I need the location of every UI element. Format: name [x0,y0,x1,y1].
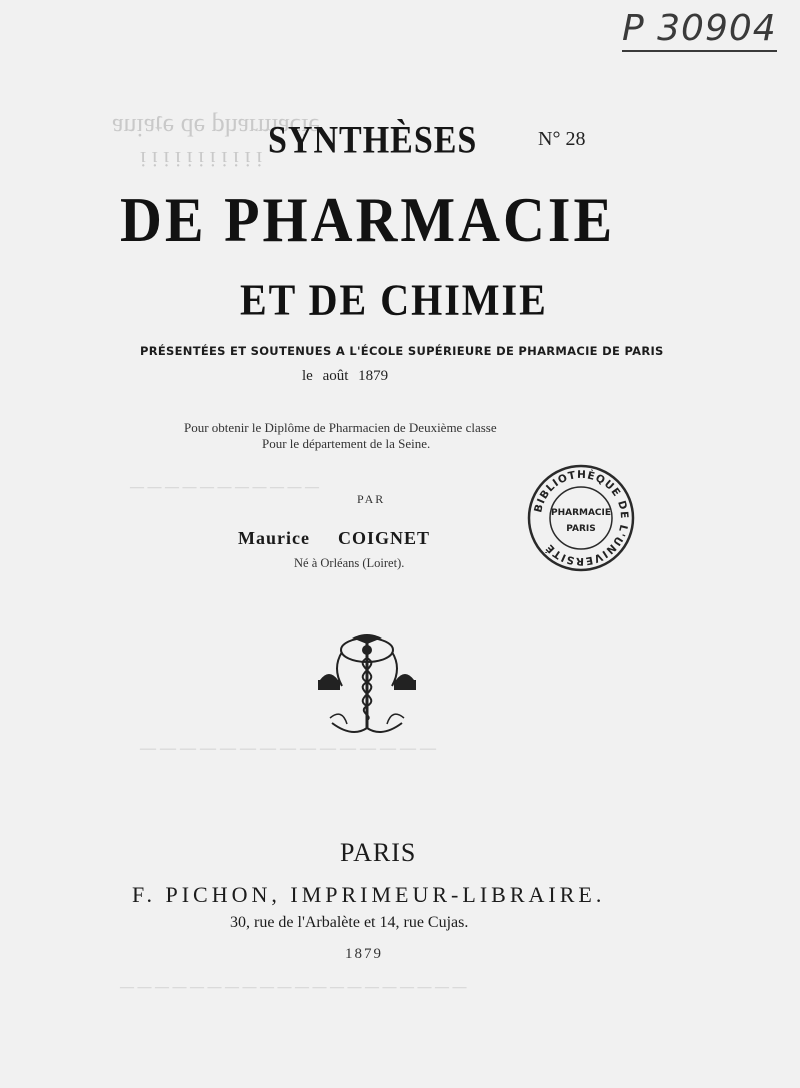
library-stamp-icon [526,463,636,573]
by-label: PAR [357,492,386,506]
stamp-line-2: PARIS [566,524,596,534]
imprint-year: 1879 [345,946,383,962]
bleed-through-text: — — — — — — — — — — — [130,480,319,495]
stamp-line-1: PHARMACIE [550,508,612,518]
imprint-address: 30, rue de l'Arbalète et 14, rue Cujas. [230,914,469,931]
stamp-ring-text: BIBLIOTHÈQUE DE L'UNIVERSITÉ [532,468,631,568]
diploma-line: Pour obtenir le Diplôme de Pharmacien de Deuxième classe [184,420,497,435]
bleed-through-text: — — — — — — — — — — — — — — — — — — — — [120,980,467,995]
series-title: SYNTHÈSES [268,119,478,162]
bleed-through-text: — — — — — — — — — — — — — — — [140,740,436,757]
caduceus-emblem-icon [312,628,422,740]
author-last-name: COIGNET [337,528,430,548]
department-line: Pour le département de la Seine. [262,436,431,451]
presented-line: PRÉSENTÉES ET SOUTENUES A L'ÉCOLE SUPÉRIEURE DE PHARMACIE DE PARIS [140,344,664,358]
main-title: DE PHARMACIE [120,183,616,256]
imprint-city: PARIS [340,838,417,867]
author-first-name: Maurice [238,528,310,548]
bleed-through-text: ᴉ ᴉ ᴉ ᴉ ᴉ ᴉ ᴉ ᴉ ᴉ ᴉ ᴉ [140,142,263,167]
imprint-publisher: F. PICHON, IMPRIMEUR-LIBRAIRE. [132,882,606,907]
birthplace-line: Né à Orléans (Loiret). [294,556,405,570]
author-name [238,528,430,549]
sub-title: ET DE CHIMIE [240,274,548,325]
bleed-through-text: ǝᴉɔɐɯɹɐɥd ǝp ǝʇɐᴉuɐ [112,108,320,137]
date-line: le août 1879 [302,368,389,384]
series-number: N° 28 [538,128,586,150]
shelfmark: P 30904 [622,8,777,52]
